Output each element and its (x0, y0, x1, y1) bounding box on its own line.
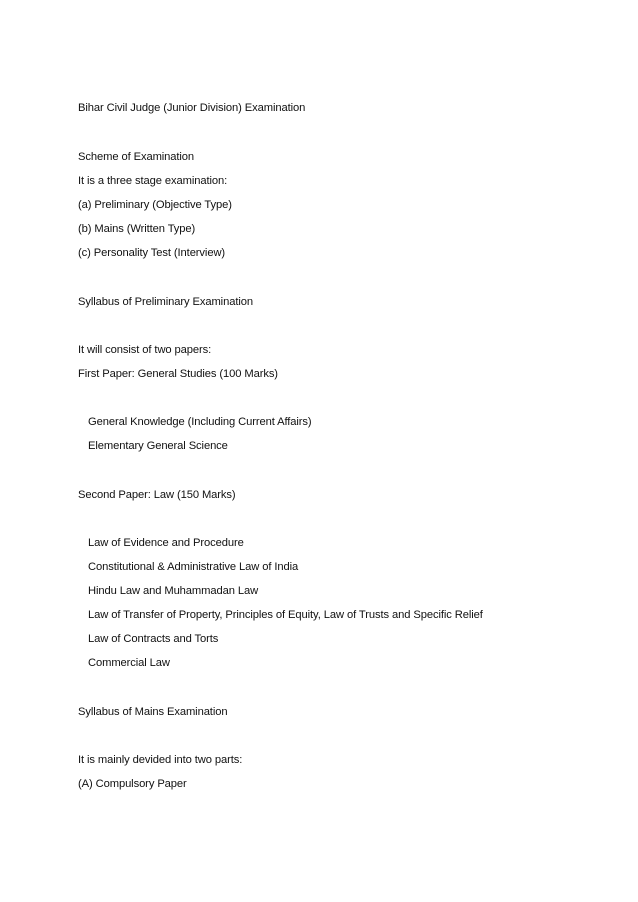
document-title: Bihar Civil Judge (Junior Division) Examination (78, 102, 306, 114)
paper1-topic: General Knowledge (Including Current Affairs) (88, 416, 312, 428)
mains-intro: It is mainly devided into two parts: (78, 754, 243, 766)
stage-item-mains: (b) Mains (Written Type) (78, 223, 196, 235)
prelim-intro: It will consist of two papers: (78, 344, 212, 356)
paper1-topic: Elementary General Science (88, 440, 228, 452)
scheme-intro: It is a three stage examination: (78, 175, 228, 187)
paper2-heading: Second Paper: Law (150 Marks) (78, 489, 236, 501)
stage-item-interview: (c) Personality Test (Interview) (78, 247, 226, 259)
scheme-heading: Scheme of Examination (78, 151, 195, 163)
prelim-heading: Syllabus of Preliminary Examination (78, 296, 253, 308)
paper2-topic: Law of Contracts and Torts (88, 633, 219, 645)
mains-part-a: (A) Compulsory Paper (78, 778, 187, 790)
paper2-topic: Commercial Law (88, 657, 170, 669)
paper2-topic: Constitutional & Administrative Law of India (88, 561, 299, 573)
paper2-topic: Law of Evidence and Procedure (88, 537, 244, 549)
paper1-heading: First Paper: General Studies (100 Marks) (78, 368, 278, 380)
mains-heading: Syllabus of Mains Examination (78, 706, 228, 718)
paper2-topic: Law of Transfer of Property, Principles of Equity, Law of Trusts and Specific Relief (88, 609, 483, 621)
paper2-topic: Hindu Law and Muhammadan Law (88, 585, 259, 597)
stage-item-preliminary: (a) Preliminary (Objective Type) (78, 199, 232, 211)
